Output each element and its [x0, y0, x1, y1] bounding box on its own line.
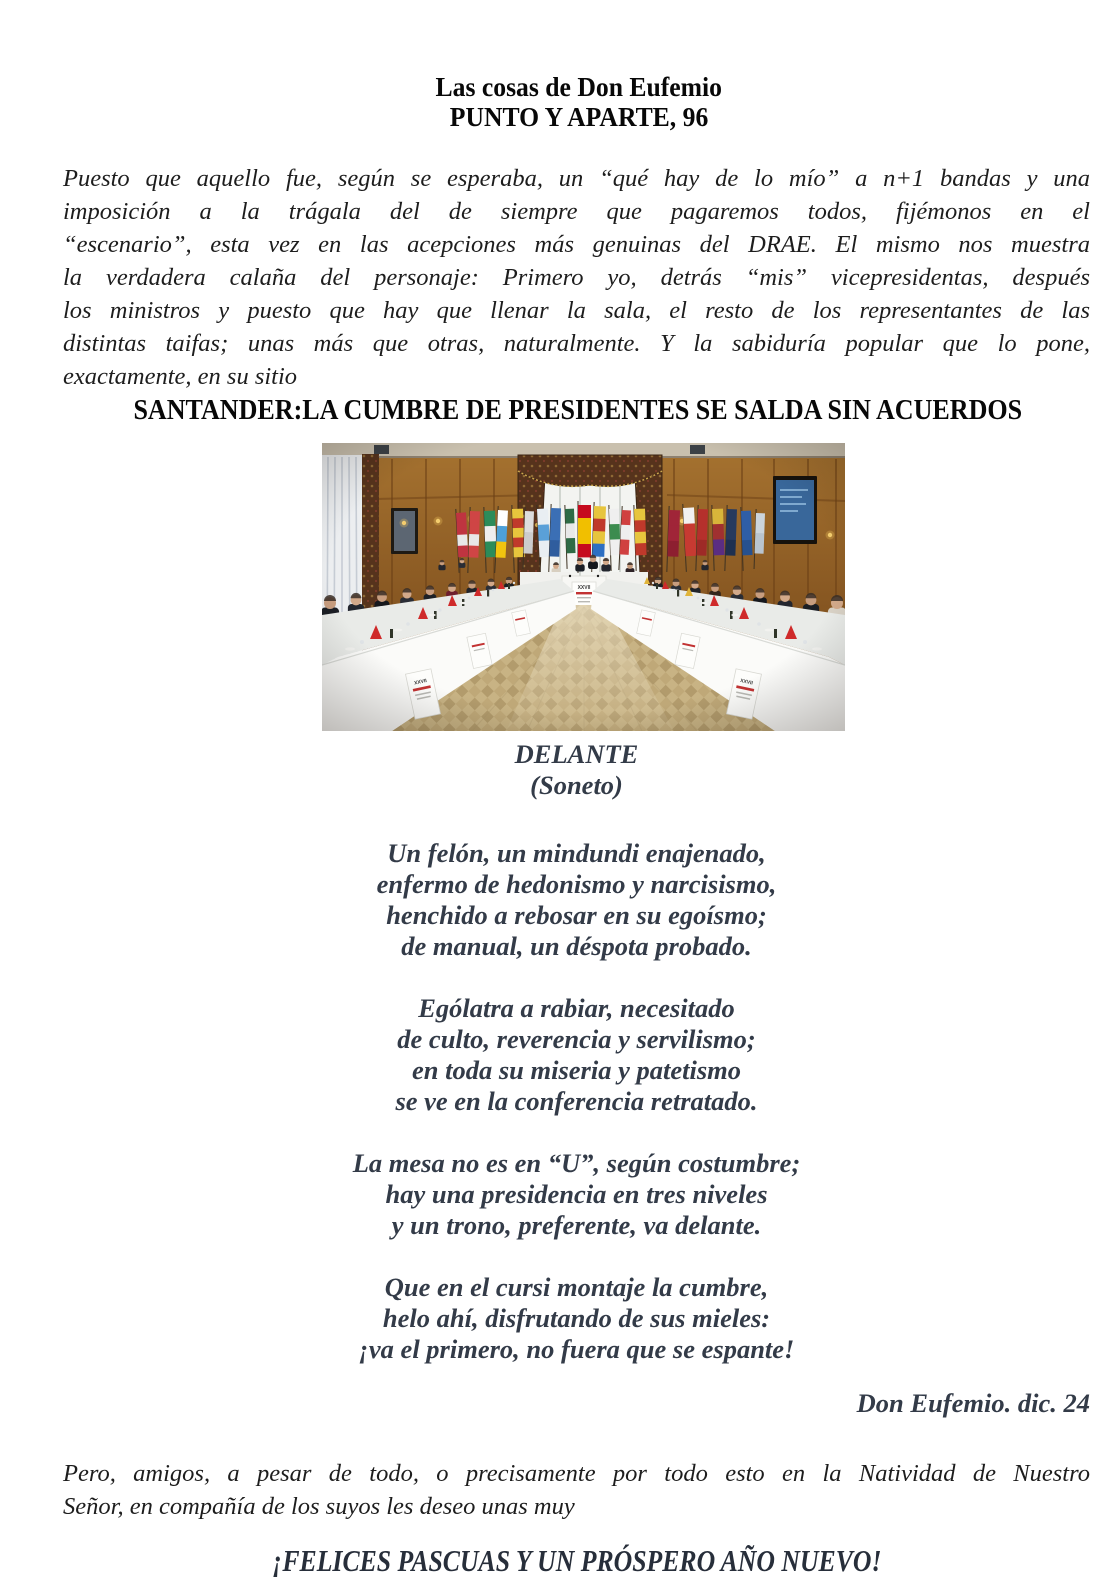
poem-line: enfermo de hedonismo y narcisismo, — [376, 869, 777, 899]
intro-line: exactamente, en su sitio — [63, 363, 298, 390]
poem-line: de manual, un déspota probado. — [401, 931, 752, 961]
intro-line: distintas taifas; unas más que otras, naturalmente. Y la sabiduría popular que lo pone, — [63, 330, 1090, 357]
poem-stanza — [63, 1272, 1090, 1365]
intro-line: Puesto que aquello fue, según se esperaba, un “qué hay de lo mío” a n+1 bandas y una — [63, 165, 1090, 192]
poem-line: de culto, reverencia y servilismo; — [397, 1024, 756, 1054]
closing-paragraph — [63, 1457, 1090, 1523]
conference-photo-illustration — [322, 443, 845, 731]
poem — [63, 739, 1090, 1365]
conference-photo — [322, 443, 845, 731]
holiday-greeting: ¡FELICES PASCUAS Y UN PRÓSPERO AÑO NUEVO! — [271, 1543, 882, 1578]
poem-stanza — [63, 838, 1090, 962]
poem-line: hay una presidencia en tres niveles — [385, 1179, 768, 1209]
poem-line: en toda su miseria y patetismo — [411, 1055, 742, 1085]
intro-line: los ministros y puesto que hay que llenar la sala, el resto de los representantes de las — [63, 297, 1090, 324]
intro-line: “escenario”, esta vez en las acepciones más genuinas del DRAE. El mismo nos muestra — [63, 231, 1090, 258]
poem-line: Ególatra a rabiar, necesitado — [418, 993, 735, 1023]
page-subtitle: PUNTO Y APARTE, 96 — [449, 102, 709, 132]
poem-line: La mesa no es en “U”, según costumbre; — [352, 1148, 801, 1178]
poem-stanza — [63, 1148, 1090, 1241]
page-title: Las cosas de Don Eufemio — [435, 72, 723, 102]
document-header — [0, 0, 1100, 132]
news-headline: SANTANDER:LA CUMBRE DE PRESIDENTES SE SALDA SIN ACUERDOS — [133, 395, 1023, 426]
closing-line: Pero, amigos, a pesar de todo, o precisamente por todo esto en la Natividad de Nuestro — [63, 1460, 1090, 1487]
intro-line: la verdadera calaña del personaje: Primero yo, detrás “mis” vicepresidentas, después — [63, 264, 1090, 291]
intro-paragraph — [63, 162, 1090, 393]
poem-line: ¡va el primero, no fuera que se espante! — [358, 1334, 795, 1364]
poem-line: henchido a rebosar en su egoísmo; — [386, 900, 767, 930]
poem-line: Un felón, un mindundi enajenado, — [387, 838, 766, 868]
closing-line: Señor, en compañía de los suyos les deseo unas muy — [63, 1493, 575, 1520]
photo-vignette — [322, 443, 845, 731]
poem-line: helo ahí, disfrutando de sus mieles: — [382, 1303, 771, 1333]
poem-signature: Don Eufemio. dic. 24 — [856, 1388, 1090, 1418]
poem-line: Que en el cursi montaje la cumbre, — [384, 1272, 769, 1302]
poem-line: se ve en la conferencia retratado. — [395, 1086, 758, 1116]
poem-subtitle: (Soneto) — [530, 770, 623, 800]
poem-stanza — [63, 993, 1090, 1117]
poem-line: y un trono, preferente, va delante. — [391, 1210, 762, 1240]
intro-line: imposición a la trágala del de siempre que pagaremos todos, fijémonos en el — [63, 198, 1090, 225]
poem-title: DELANTE — [514, 739, 639, 769]
